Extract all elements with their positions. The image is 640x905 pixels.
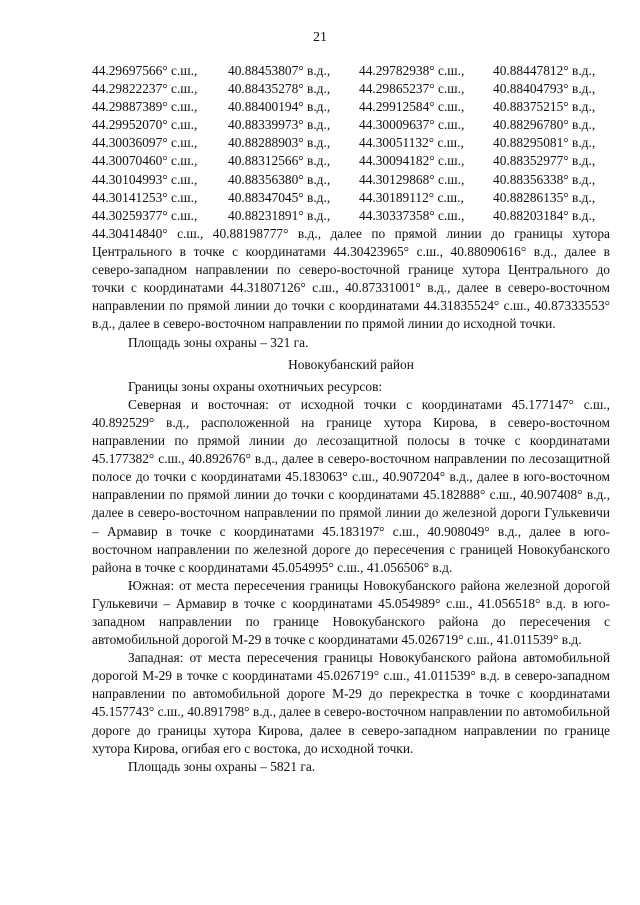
coordinate-cell: 44.29697566° с.ш., (92, 63, 198, 78)
south-boundary: Южная: от места пересечения границы Новокубанского района железной дорогой Гулькевичи – Армавир в точке с координатами 45.054989° с.ш., 41.056518° в.д. в юго-западном направлении по границе Новокубанского района до пересечения с автомобильной дорогой М-29 в точке с координатами 45.026719° с.ш., 41.011539° в.д. (92, 577, 610, 648)
coordinate-cell: 40.88352977° в.д., (493, 153, 596, 169)
coordinate-cell: 40.88312566° в.д., (228, 153, 331, 169)
coordinate-row (92, 189, 612, 207)
district-heading: Новокубанский район (288, 356, 414, 372)
coordinate-cell: 44.29887389° с.ш., (92, 99, 198, 115)
coordinate-cell: 44.30104993° с.ш., (92, 171, 198, 187)
coordinate-row (92, 116, 612, 134)
area-text-2: Площадь зоны охраны – 5821 га. (128, 758, 316, 774)
coordinate-cell: 40.88347045° в.д., (228, 189, 331, 205)
coordinate-cell: 40.88453807° в.д., (228, 63, 331, 78)
coordinate-cell: 44.29782938° с.ш., (359, 63, 465, 78)
coordinate-row (92, 207, 612, 225)
coordinate-cell: 44.30337358° с.ш., (359, 207, 465, 223)
coordinate-cell: 44.30259377° с.ш., (92, 207, 198, 223)
coordinate-cell: 44.30036097° с.ш., (92, 135, 198, 151)
coordinate-cell: 44.29912584° с.ш., (359, 99, 465, 115)
coordinate-row (92, 98, 612, 116)
coordinate-cell: 40.88286135° в.д., (493, 189, 596, 205)
coordinate-cell: 44.30141253° с.ш., (92, 189, 198, 205)
coordinate-row (92, 152, 612, 170)
west-boundary: Западная: от места пересечения границы Новокубанского района автомобильной дорогой М-29 в точке с координатами 45.026719° с.ш., 41.011539° в.д. в северо-западном направлении по автомобильной дороге М-29 до перекрестка в точке с координатами 45.157743° с.ш., 40.891798° в.д., далее в северо-восточном направлении по автомобильной дороге до границы хутора Кирова, далее в северо-западном направлении по границе хутора Кирова, огибая его с востока, до исходной точки. (92, 650, 610, 756)
coordinate-cell: 40.88339973° в.д., (228, 117, 331, 133)
coordinate-cell: 40.88435278° в.д., (228, 81, 331, 97)
continuation-paragraph: 44.30414840° с.ш., 40.88198777° в.д., далее по прямой линии до границы хутора Центрального в точке с координатами 44.30423965° с.ш., 40.88090616° в.д., далее в северо-западном направлении по северо-восточной границе хутора Центрального до точки с координатами 44.31807126° с.ш., 40.87331001° в.д., далее в северо-восточном направлении по прямой линии до точки с координатами 44.31835524° с.ш., 40.87333553° в.д., далее в северо-восточном направлении по прямой линии до исходной точки. (92, 226, 610, 332)
coordinate-cell: 44.30189112° с.ш., (359, 189, 464, 205)
north-east-boundary: Северная и восточная: от исходной точки с координатами 45.177147° с.ш., 40.892529° в.д., расположенной на границе хутора Кирова, в северо-восточном направлении по прямой линии до лесозащитной полосы в точке с координатами 45.177382° с.ш., 40.892676° в.д., далее в северо-восточном направлении по лесозащитной полосе до точки с координатами 45.183063° с.ш., 40.907204° в.д., далее в юго-восточном направлении по прямой линии до точки с координатами 45.182888° с.ш., 40.907408° в.д., далее в северо-восточном направлении по прямой линии до железной дороги Гулькевичи – Армавир в точке с координатами 45.183197° с.ш., 40.908049° в.д., далее в юго-восточном направлении по железной дороге до пересечения с границей Новокубанского района в точке с координатами 45.054995° с.ш., 41.056506° в.д. (92, 396, 610, 575)
coordinate-row (92, 62, 612, 80)
coordinate-cell: 44.29865237° с.ш., (359, 81, 465, 97)
coordinate-cell: 40.88296780° в.д., (493, 117, 596, 133)
coordinate-cell: 44.30094182° с.ш., (359, 153, 465, 169)
coordinate-row (92, 80, 612, 98)
area-text-1: Площадь зоны охраны – 321 га. (128, 334, 309, 350)
coordinate-cell: 40.88404793° в.д., (493, 81, 596, 97)
coordinate-cell: 44.29952070° с.ш., (92, 117, 198, 133)
boundaries-heading: Границы зоны охраны охотничьих ресурсов: (128, 378, 383, 394)
coordinate-row (92, 171, 612, 189)
coordinate-cell: 40.88356380° в.д., (228, 171, 331, 187)
coordinate-cell: 44.29822237° с.ш., (92, 81, 198, 97)
coordinate-cell: 44.30009637° с.ш., (359, 117, 465, 133)
coordinate-row (92, 134, 612, 152)
coordinate-cell: 40.88375215° в.д., (493, 99, 596, 115)
coordinate-cell: 40.88231891° в.д., (228, 207, 331, 223)
coordinate-cell: 44.30070460° с.ш., (92, 153, 198, 169)
page-number: 21 (313, 30, 327, 45)
coordinate-cell: 40.88288903° в.д., (228, 135, 331, 151)
coordinate-table (92, 62, 612, 225)
coordinate-cell: 44.30129868° с.ш., (359, 171, 465, 187)
coordinate-cell: 40.88356338° в.д., (493, 171, 596, 187)
document-body (92, 225, 610, 776)
coordinate-cell: 44.30051132° с.ш., (359, 135, 464, 151)
coordinate-cell: 40.88400194° в.д., (228, 99, 331, 115)
coordinate-cell: 40.88203184° в.д., (493, 207, 596, 223)
coordinate-cell: 40.88295081° в.д., (493, 135, 596, 151)
coordinate-cell: 40.88447812° в.д., (493, 63, 596, 78)
